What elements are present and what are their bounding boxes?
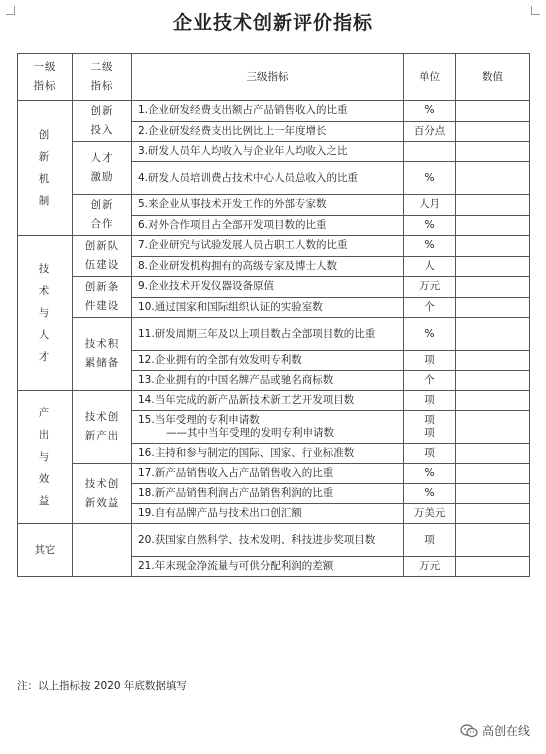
indicator-unit: % <box>404 318 456 351</box>
table-row <box>18 318 530 351</box>
indicator-value-cell[interactable] <box>456 195 530 216</box>
indicator-value-cell[interactable] <box>456 504 530 524</box>
indicator-text: 21.年末现金净流量与可供分配利润的差额 <box>132 557 404 577</box>
brand-watermark <box>460 722 530 739</box>
header-level2: 二级 指标 <box>73 54 132 101</box>
indicator-text: 13.企业拥有的中国名牌产品或驰名商标数 <box>132 371 404 391</box>
indicator-text: 1.企业研发经费支出额占产品销售收入的比重 <box>132 101 404 122</box>
table-row <box>18 101 530 122</box>
indicator-value-cell[interactable] <box>456 444 530 464</box>
subgroup-innovation-output: 技术创 新产出 <box>73 391 132 464</box>
footnote: 注：以上指标按 2020 年底数据填写 <box>17 680 187 692</box>
indicator-value-cell[interactable] <box>456 411 530 444</box>
table-row <box>18 391 530 411</box>
indicator-unit: 人 <box>404 256 456 277</box>
indicator-value-cell[interactable] <box>456 464 530 484</box>
indicator-value-cell[interactable] <box>456 371 530 391</box>
indicator-table <box>17 53 530 577</box>
indicator-sub-text: ——其中当年受理的发明专利申请数 <box>166 427 334 439</box>
indicator-text: 12.企业拥有的全部有效发明专利数 <box>132 351 404 371</box>
indicator-value-cell[interactable] <box>456 121 530 142</box>
indicator-unit: 项 项 <box>404 411 456 444</box>
indicator-text: 10.通过国家和国际组织认证的实验室数 <box>132 297 404 318</box>
indicator-text: 7.企业研究与试验发展人员占职工人数的比重 <box>132 236 404 257</box>
subgroup-innovation-benefit: 技术创 新效益 <box>73 464 132 524</box>
indicator-value-cell[interactable] <box>456 256 530 277</box>
table-row <box>18 524 530 557</box>
indicator-unit: 项 <box>404 444 456 464</box>
indicator-value-cell[interactable] <box>456 101 530 122</box>
table-row <box>18 195 530 216</box>
indicator-unit: 万美元 <box>404 504 456 524</box>
indicator-unit: 项 <box>404 351 456 371</box>
indicator-unit: 个 <box>404 297 456 318</box>
indicator-text: 9.企业技术开发仪器设备原值 <box>132 277 404 298</box>
indicator-value-cell[interactable] <box>456 277 530 298</box>
indicator-unit: 万元 <box>404 557 456 577</box>
page-title: 企业技术创新评价指标 <box>172 12 373 34</box>
table-header-row <box>18 54 530 101</box>
indicator-text: 20.获国家自然科学、技术发明、科技进步奖项目数 <box>132 524 404 557</box>
indicator-value-cell[interactable] <box>456 557 530 577</box>
indicator-value-cell[interactable] <box>456 391 530 411</box>
subgroup-technology-reserve: 技术积 累储备 <box>73 318 132 391</box>
indicator-unit: % <box>404 484 456 504</box>
header-value: 数值 <box>456 54 530 101</box>
header-level1: 一级 指标 <box>18 54 73 101</box>
indicator-unit: 万元 <box>404 277 456 298</box>
group-other: 其它 <box>18 524 73 577</box>
table-row <box>18 142 530 162</box>
brand-name: 高创在线 <box>481 724 530 738</box>
group-technology-talent: 技 术 与 人 才 <box>18 236 73 391</box>
indicator-value-cell[interactable] <box>456 484 530 504</box>
subgroup-condition-building: 创新条 件建设 <box>73 277 132 318</box>
indicator-text: 18.新产品销售利润占产品销售利润的比重 <box>132 484 404 504</box>
indicator-unit: 百分点 <box>404 121 456 142</box>
indicator-unit: 项 <box>404 391 456 411</box>
indicator-text: 5.来企业从事技术开发工作的外部专家数 <box>132 195 404 216</box>
indicator-text: 16.主持和参与制定的国际、国家、行业标准数 <box>132 444 404 464</box>
indicator-unit: 项 <box>404 524 456 557</box>
indicator-value-cell[interactable] <box>456 236 530 257</box>
table-row <box>18 236 530 257</box>
group-innovation-mechanism: 创 新 机 制 <box>18 101 73 236</box>
indicator-text: 19.自有品牌产品与技术出口创汇额 <box>132 504 404 524</box>
indicator-text: 4.研发人员培训费占技术中心人员总收入的比重 <box>132 162 404 195</box>
indicator-unit: % <box>404 464 456 484</box>
subgroup-empty <box>73 524 132 577</box>
indicator-unit: % <box>404 101 456 122</box>
indicator-unit: 人月 <box>404 195 456 216</box>
subgroup-innovation-cooperation: 创新 合作 <box>73 195 132 236</box>
indicator-unit: 个 <box>404 371 456 391</box>
header-unit: 单位 <box>404 54 456 101</box>
indicator-value-cell[interactable] <box>456 162 530 195</box>
subgroup-team-building: 创新队 伍建设 <box>73 236 132 277</box>
indicator-value-cell[interactable] <box>456 318 530 351</box>
indicator-value-cell[interactable] <box>456 297 530 318</box>
table-row <box>18 464 530 484</box>
indicator-text: 2.企业研发经费支出比例比上一年度增长 <box>132 121 404 142</box>
indicator-unit: % <box>404 162 456 195</box>
header-level3: 三级指标 <box>132 54 404 101</box>
subgroup-innovation-input: 创新 投入 <box>73 101 132 142</box>
group-output-benefit: 产 出 与 效 益 <box>18 391 73 524</box>
indicator-unit: % <box>404 215 456 236</box>
indicator-text: 14.当年完成的新产品新技术新工艺开发项目数 <box>132 391 404 411</box>
indicator-unit: % <box>404 236 456 257</box>
indicator-value-cell[interactable] <box>456 351 530 371</box>
subgroup-talent-incentive: 人才 激励 <box>73 142 132 195</box>
indicator-text: 17.新产品销售收入占产品销售收入的比重 <box>132 464 404 484</box>
indicator-value-cell[interactable] <box>456 215 530 236</box>
indicator-value-cell[interactable] <box>456 524 530 557</box>
indicator-text: 8.企业研发机构拥有的高级专家及博士人数 <box>132 256 404 277</box>
table-row <box>18 277 530 298</box>
indicator-text: 11.研发周期三年及以上项目数占全部项目数的比重 <box>132 318 404 351</box>
indicator-value-cell[interactable] <box>456 142 530 162</box>
wechat-icon <box>460 724 478 738</box>
indicator-main-text: 15.当年受理的专利申请数 <box>138 414 260 426</box>
indicator-text <box>132 411 404 444</box>
indicator-unit <box>404 142 456 162</box>
indicator-text: 3.研发人员年人均收入与企业年人均收入之比 <box>132 142 404 162</box>
indicator-text: 6.对外合作项目占全部开发项目数的比重 <box>132 215 404 236</box>
